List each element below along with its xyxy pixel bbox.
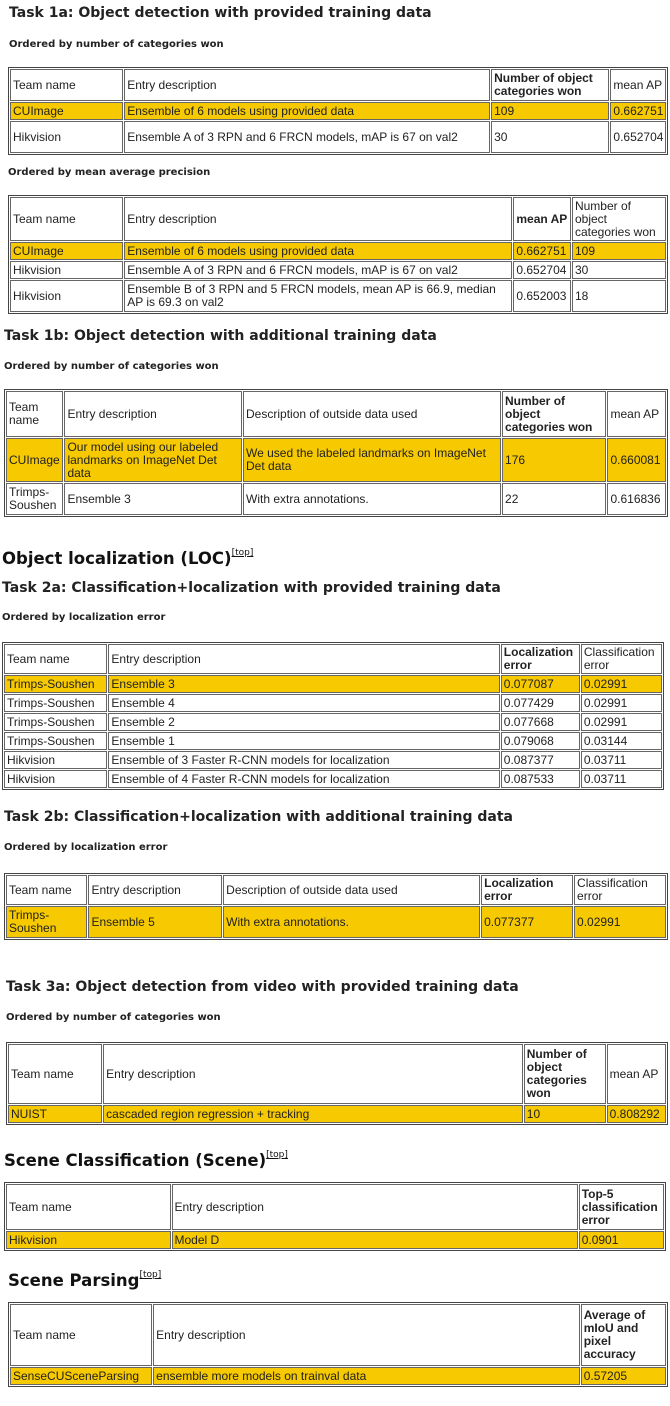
task1a-table-wrap (8, 67, 670, 157)
task1a-table-categories (8, 67, 668, 155)
parsing-table-wrap (8, 1302, 670, 1396)
task1a-table-map (8, 195, 668, 314)
column-header: Entry description (124, 197, 512, 241)
map-cell: 0.652704 (513, 261, 571, 279)
entry-cell: cascaded region regression + tracking (103, 1105, 523, 1123)
task3a-table-wrap (6, 1042, 670, 1130)
table-row (8, 1105, 666, 1123)
column-header: Localization error (501, 644, 580, 674)
column-header: Number of object categories won (572, 197, 666, 241)
parsing-table (8, 1302, 668, 1387)
team-cell: Hikvision (4, 751, 107, 769)
team-cell: Trimps-Soushen (4, 694, 107, 712)
team-cell: CUImage (10, 242, 123, 260)
entry-cell: Our model using our labeled landmarks on ImageNet Det data (64, 438, 242, 482)
top-link[interactable]: [top] (266, 1150, 288, 1160)
column-header: Team name (10, 69, 123, 101)
scene-heading (4, 1150, 288, 1170)
team-cell: Trimps-Soushen (6, 906, 87, 938)
outside-data-cell: With extra annotations. (223, 906, 480, 938)
categories-cell: 22 (502, 483, 606, 515)
column-header: Number of object categories won (491, 69, 609, 101)
table-row (6, 1231, 664, 1249)
loc-error-cell: 0.077429 (501, 694, 580, 712)
table-row (10, 1367, 666, 1385)
task1b-table-wrap (4, 389, 670, 536)
column-header: Team name (10, 197, 123, 241)
task2b-section (0, 800, 670, 952)
table-row (10, 121, 666, 153)
task1a-map-table-wrap (8, 195, 670, 320)
table-row (4, 694, 662, 712)
column-header: mean AP (607, 391, 666, 437)
task1b-title: Task 1b: Object detection with additional training data (4, 328, 437, 344)
categories-cell: 109 (572, 242, 666, 260)
table-row (10, 102, 666, 120)
table-row (4, 770, 662, 788)
outside-data-cell: With extra annotations. (243, 483, 501, 515)
team-cell: Trimps-Soushen (4, 732, 107, 750)
task3a-title: Task 3a: Object detection from video with provided training data (6, 979, 519, 995)
column-header: mean AP (610, 69, 666, 101)
cls-error-cell: 0.02991 (574, 906, 666, 938)
team-cell: Hikvision (4, 770, 107, 788)
top5-error-cell: 0.0901 (579, 1231, 664, 1249)
task2a-order-note: Ordered by localization error (2, 612, 166, 623)
entry-cell: Ensemble of 6 models using provided data (124, 242, 512, 260)
task1a-section (0, 0, 670, 160)
entry-cell: Ensemble A of 3 RPN and 6 FRCN models, mAP is 67 on val2 (124, 121, 490, 153)
loc-error-cell: 0.087533 (501, 770, 580, 788)
parsing-section (0, 1264, 670, 1406)
table-row (6, 483, 666, 515)
task2a-table-wrap (2, 642, 668, 790)
entry-cell: ensemble more models on trainval data (153, 1367, 580, 1385)
task2b-order-note: Ordered by localization error (4, 842, 168, 853)
table-row (4, 675, 662, 693)
table-row (6, 438, 666, 482)
parsing-heading-text: Scene Parsing (8, 1271, 140, 1290)
cls-error-cell: 0.03711 (581, 751, 662, 769)
column-header: Average of mIoU and pixel accuracy (581, 1304, 666, 1366)
map-cell: 0.652003 (513, 280, 571, 312)
loc-error-cell: 0.079068 (501, 732, 580, 750)
loc-error-cell: 0.087377 (501, 751, 580, 769)
parsing-heading (8, 1270, 161, 1290)
column-header: Entry description (64, 391, 242, 437)
task1a-order-note: Ordered by number of categories won (9, 39, 224, 50)
cls-error-cell: 0.03144 (581, 732, 662, 750)
column-header: Entry description (153, 1304, 580, 1366)
entry-cell: Ensemble A of 3 RPN and 6 FRCN models, mAP is 67 on val2 (124, 261, 512, 279)
task1a-title: Task 1a: Object detection with provided training data (9, 5, 432, 21)
entry-cell: Ensemble 4 (108, 694, 499, 712)
loc-error-cell: 0.077377 (481, 906, 573, 938)
table-row (10, 280, 666, 312)
column-header: Top-5 classification error (579, 1184, 664, 1230)
entry-cell: Ensemble of 3 Faster R-CNN models for localization (108, 751, 499, 769)
team-cell: Hikvision (10, 121, 123, 153)
task3a-section (0, 968, 670, 1136)
map-cell: 0.808292 (607, 1105, 666, 1123)
team-cell: CUImage (10, 102, 123, 120)
outside-data-cell: We used the labeled landmarks on ImageNet Det data (243, 438, 501, 482)
task2b-table-wrap (4, 873, 670, 946)
entry-cell: Ensemble 5 (88, 906, 222, 938)
team-cell: Trimps-Soushen (4, 713, 107, 731)
table-row (4, 751, 662, 769)
categories-cell: 18 (572, 280, 666, 312)
task3a-order-note: Ordered by number of categories won (6, 1012, 221, 1023)
scene-table-wrap (4, 1182, 670, 1258)
table-row (10, 261, 666, 279)
scene-heading-text: Scene Classification (Scene) (4, 1151, 267, 1170)
entry-cell: Ensemble of 4 Faster R-CNN models for localization (108, 770, 499, 788)
task2b-table (4, 873, 668, 940)
table-row (4, 732, 662, 750)
categories-cell: 109 (491, 102, 609, 120)
team-cell: CUImage (6, 438, 63, 482)
task1a-order-note-map: Ordered by mean average precision (8, 167, 211, 178)
table-row (6, 906, 666, 938)
task1b-table (4, 389, 668, 517)
categories-cell: 10 (524, 1105, 606, 1123)
table-row (4, 713, 662, 731)
column-header: Localization error (481, 875, 573, 905)
column-header: Team name (4, 644, 107, 674)
map-cell: 0.662751 (513, 242, 571, 260)
loc-heading-text: Object localization (LOC) (2, 549, 232, 568)
cls-error-cell: 0.02991 (581, 713, 662, 731)
column-header: Description of outside data used (223, 875, 480, 905)
column-header: mean AP (513, 197, 571, 241)
task3a-table (6, 1042, 668, 1125)
task2b-title: Task 2b: Classification+localization with additional training data (4, 809, 513, 825)
column-header: Team name (6, 1184, 171, 1230)
column-header: Team name (8, 1044, 102, 1104)
cls-error-cell: 0.02991 (581, 675, 662, 693)
task1b-section (0, 320, 670, 536)
column-header: Entry description (103, 1044, 523, 1104)
entry-cell: Ensemble 1 (108, 732, 499, 750)
column-header: Description of outside data used (243, 391, 501, 437)
top-link[interactable]: [top] (231, 548, 254, 558)
team-cell: SenseCUSceneParsing (10, 1367, 152, 1385)
task1a-map-section (0, 160, 670, 320)
column-header: Entry description (88, 875, 222, 905)
column-header: Team name (10, 1304, 152, 1366)
map-cell: 0.616836 (607, 483, 666, 515)
column-header: Entry description (172, 1184, 578, 1230)
column-header: Entry description (108, 644, 499, 674)
categories-cell: 30 (572, 261, 666, 279)
column-header: Classification error (574, 875, 666, 905)
team-cell: Trimps-Soushen (4, 675, 107, 693)
categories-cell: 176 (502, 438, 606, 482)
score-cell: 0.57205 (581, 1367, 666, 1385)
column-header: Team name (6, 391, 63, 437)
task1b-order-note: Ordered by number of categories won (4, 361, 219, 372)
scene-table (4, 1182, 666, 1251)
entry-cell: Ensemble B of 3 RPN and 5 FRCN models, mean AP is 66.9, median AP is 69.3 on val2 (124, 280, 512, 312)
task2a-section (0, 536, 670, 792)
cls-error-cell: 0.02991 (581, 694, 662, 712)
loc-heading (2, 548, 253, 568)
team-cell: Hikvision (10, 261, 123, 279)
task2a-table (2, 642, 664, 790)
top-link[interactable]: [top] (139, 1270, 162, 1280)
team-cell: Trimps-Soushen (6, 483, 63, 515)
column-header: Team name (6, 875, 87, 905)
team-cell: NUIST (8, 1105, 102, 1123)
table-row (10, 242, 666, 260)
categories-cell: 30 (491, 121, 609, 153)
team-cell: Hikvision (10, 280, 123, 312)
task2a-title: Task 2a: Classification+localization with provided training data (2, 580, 501, 596)
map-cell: 0.652704 (610, 121, 666, 153)
map-cell: 0.662751 (610, 102, 666, 120)
column-header: Entry description (124, 69, 490, 101)
cls-error-cell: 0.03711 (581, 770, 662, 788)
entry-cell: Ensemble 3 (64, 483, 242, 515)
scene-section (0, 1140, 670, 1260)
entry-cell: Ensemble 2 (108, 713, 499, 731)
column-header: Number of object categories won (502, 391, 606, 437)
loc-error-cell: 0.077087 (501, 675, 580, 693)
entry-cell: Ensemble 3 (108, 675, 499, 693)
column-header: mean AP (607, 1044, 666, 1104)
map-cell: 0.660081 (607, 438, 666, 482)
column-header: Number of object categories won (524, 1044, 606, 1104)
loc-error-cell: 0.077668 (501, 713, 580, 731)
entry-cell: Model D (172, 1231, 578, 1249)
team-cell: Hikvision (6, 1231, 171, 1249)
entry-cell: Ensemble of 6 models using provided data (124, 102, 490, 120)
column-header: Classification error (581, 644, 662, 674)
